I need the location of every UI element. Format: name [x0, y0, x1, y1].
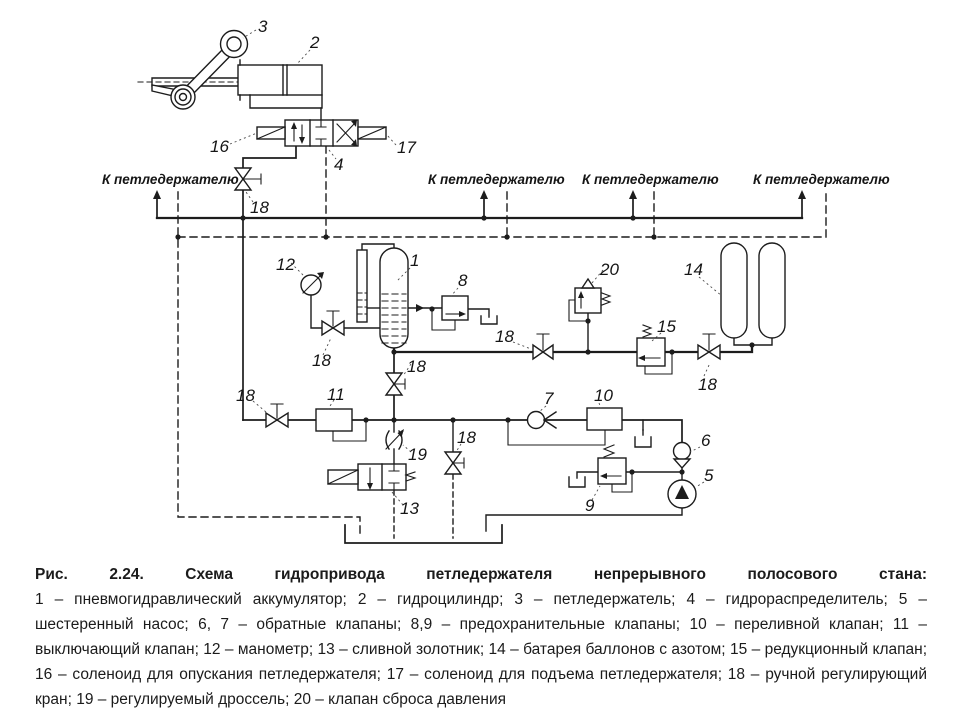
pressure-release-valve-20 [575, 279, 610, 313]
caption-title: Рис. 2.24. Схема гидропривода петледержателя непрерывного полосового стана: [35, 566, 927, 583]
label-17: 17 [397, 138, 416, 157]
label-15: 15 [657, 317, 676, 336]
label-18g: 18 [457, 428, 476, 447]
label-12: 12 [276, 255, 295, 274]
shutoff-valve-11 [316, 409, 352, 431]
label-2: 2 [310, 33, 320, 52]
hand-valve-18-lower-left [266, 404, 288, 427]
label-14: 14 [684, 260, 703, 279]
hand-valve-18-mainline [533, 334, 553, 359]
spring [604, 445, 614, 457]
adjustable-throttle-19 [386, 429, 404, 449]
label-1: 1 [410, 251, 420, 270]
port-label-3: К петледержателю [582, 172, 719, 187]
label-8: 8 [458, 271, 468, 290]
caption-body: 1 – пневмогидравлический аккумулятор; 2 – гидроцилиндр; 3 – петледержатель; 4 – гидрораспределитель; 5 – шестеренный насос; 6, 7 – обратные клапаны; 8,9 – предохранительные клапаны; 10 – переливной клапан; 11 – выключающий клапан; 12 – манометр; 13 – сливной золотник; 14 – батарея баллонов с азотом; 15 – редукционный клапан; 16 – соленоид для опускания петледержателя; 17 – соленоид для подъема петледержателя; 18 – ручной регулирующий кран; 19 – регулируемый дроссель; 20 – клапан сброса давления [35, 591, 927, 708]
drain-spool-13 [328, 464, 415, 490]
port-label-4: К петледержателю [753, 172, 890, 187]
label-18e: 18 [407, 357, 426, 376]
spring [643, 325, 651, 337]
level-gauge [357, 250, 367, 322]
label-9: 9 [585, 496, 595, 515]
spring [406, 472, 415, 481]
overflow-valve-10 [587, 408, 622, 430]
gear-pump-5 [668, 480, 696, 508]
hand-valve-18-bottles [698, 334, 720, 359]
flow-arrow [416, 304, 424, 312]
safety-valve-9 [598, 445, 626, 484]
directional-valve-4 [257, 120, 386, 146]
nitrogen-bottles-14 [721, 243, 785, 338]
check-valve-6 [674, 443, 691, 469]
hand-valve-18-lower-right [445, 452, 464, 474]
port-label-1: К петледержателю [102, 172, 239, 187]
label-16: 16 [210, 137, 229, 156]
label-6: 6 [701, 431, 711, 450]
label-18d: 18 [312, 351, 331, 370]
label-3: 3 [258, 17, 268, 36]
hand-valve-18-gauge [322, 311, 344, 335]
label-19: 19 [408, 445, 427, 464]
drain-bus [178, 192, 826, 237]
label-7: 7 [544, 389, 554, 408]
label-18a: 18 [250, 198, 269, 217]
pressure-gauge-12 [301, 272, 324, 295]
label-18f: 18 [236, 386, 255, 405]
label-13: 13 [400, 499, 419, 518]
label-11: 11 [327, 385, 345, 404]
label-20: 20 [600, 260, 619, 279]
figure-caption [35, 562, 927, 712]
label-5: 5 [704, 466, 714, 485]
safety-valve-8 [442, 296, 468, 320]
label-4: 4 [334, 155, 344, 174]
hand-valve-18-top [235, 168, 261, 190]
label-10: 10 [594, 386, 613, 405]
label-18c: 18 [698, 375, 717, 394]
port-label-2: К петледержателю [428, 172, 565, 187]
hand-valve-18-under-accumulator [386, 373, 405, 395]
spring [602, 293, 610, 305]
hydraulic-cylinder [238, 60, 322, 120]
label-18b: 18 [495, 327, 514, 346]
label-leaders [230, 30, 722, 505]
tank [345, 525, 502, 543]
